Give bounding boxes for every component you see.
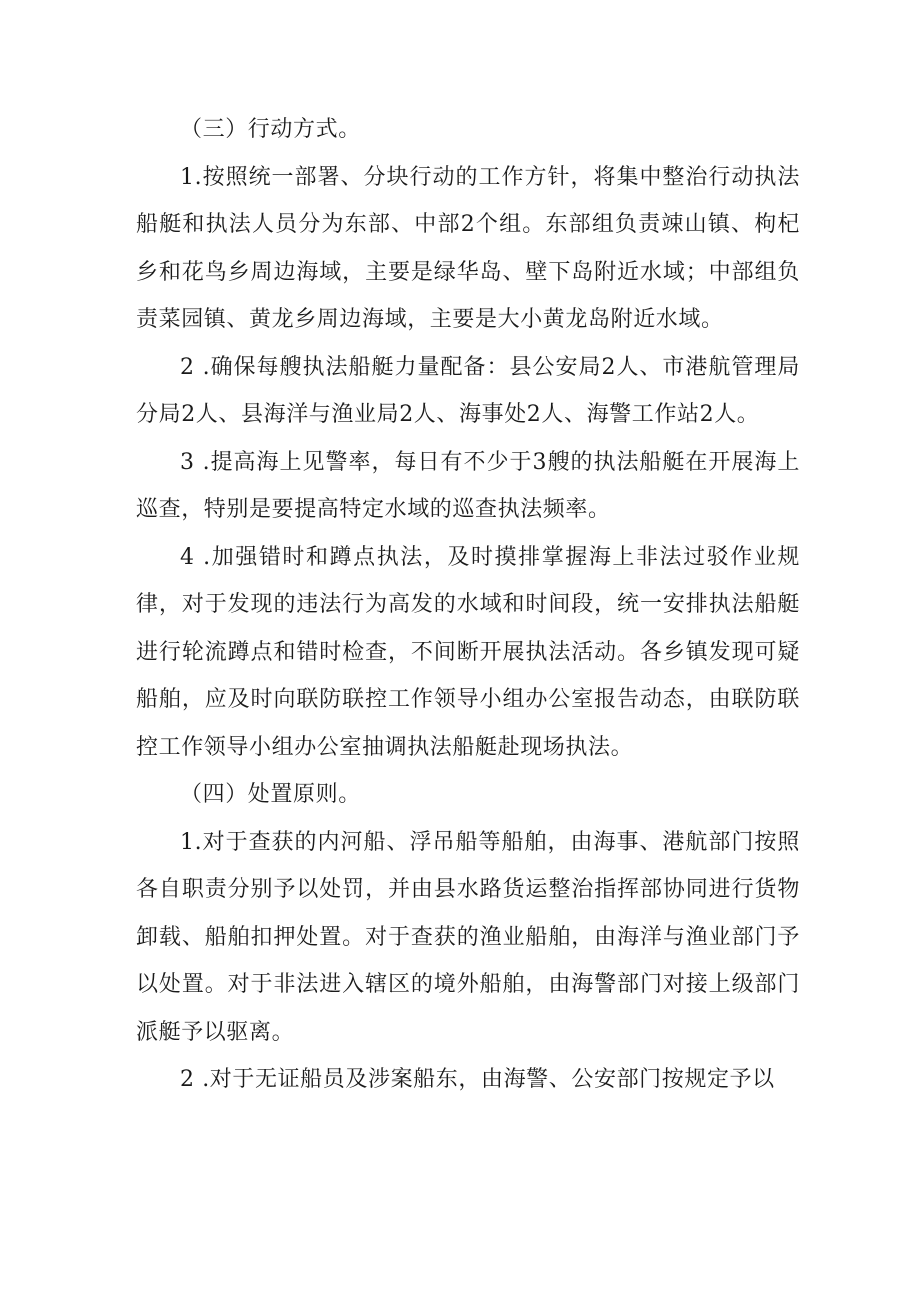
paragraph-item-1-vessel-handling: 1.对于查获的内河船、浮吊船等船舶，由海事、港航部门按照各自职责分别予以处罚，并由县水路货运整治指挥部协同进行货物卸载、船舶扣押处置。对于查获的渔业船舶，由海洋与渔业部门予以处置。对于非法进入辖区的境外船舶，由海警部门对接上级部门派艇予以驱离。 — [136, 829, 800, 1045]
paragraph-item-4-enforcement: 4 .加强错时和蹲点执法，及时摸排掌握海上非法过驳作业规律，对于发现的违法行为高发的水域和时间段，统一安排执法船艇进行轮流蹲点和错时检查，不间断开展执法活动。各乡镇发现可疑船舶，应及时向联防联控工作领导小组办公室报告动态，由联防联控工作领导小组办公室抽调执法船艇赴现场执法。 — [136, 544, 800, 760]
paragraph-item-2-crew-handling: 2 .对于无证船员及涉案船东，由海警、公安部门按规定予以 — [180, 1067, 775, 1092]
section-heading-handling-principles: （四）处置原则。 — [180, 782, 361, 807]
section-heading-action-methods: （三）行动方式。 — [180, 117, 361, 142]
paragraph-item-3-patrol: 3 .提高海上见警率，每日有不少于3艘的执法船艇在开展海上巡查，特别是要提高特定水域的巡查执法频率。 — [136, 449, 800, 522]
paragraph-item-2-staffing: 2 .确保每艘执法船艇力量配备：县公安局2人、市港航管理局分局2人、县海洋与渔业局2人、海事处2人、海警工作站2人。 — [136, 354, 800, 427]
paragraph-item-1-grouping: 1.按照统一部署、分块行动的工作方针，将集中整治行动执法船艇和执法人员分为东部、中部2个组。东部组负责竦山镇、枸杞乡和花鸟乡周边海域，主要是绿华岛、壁下岛附近水域；中部组负责菜园镇、黄龙乡周边海域，主要是大小黄龙岛附近水域。 — [136, 164, 800, 332]
document-body — [136, 106, 800, 1104]
